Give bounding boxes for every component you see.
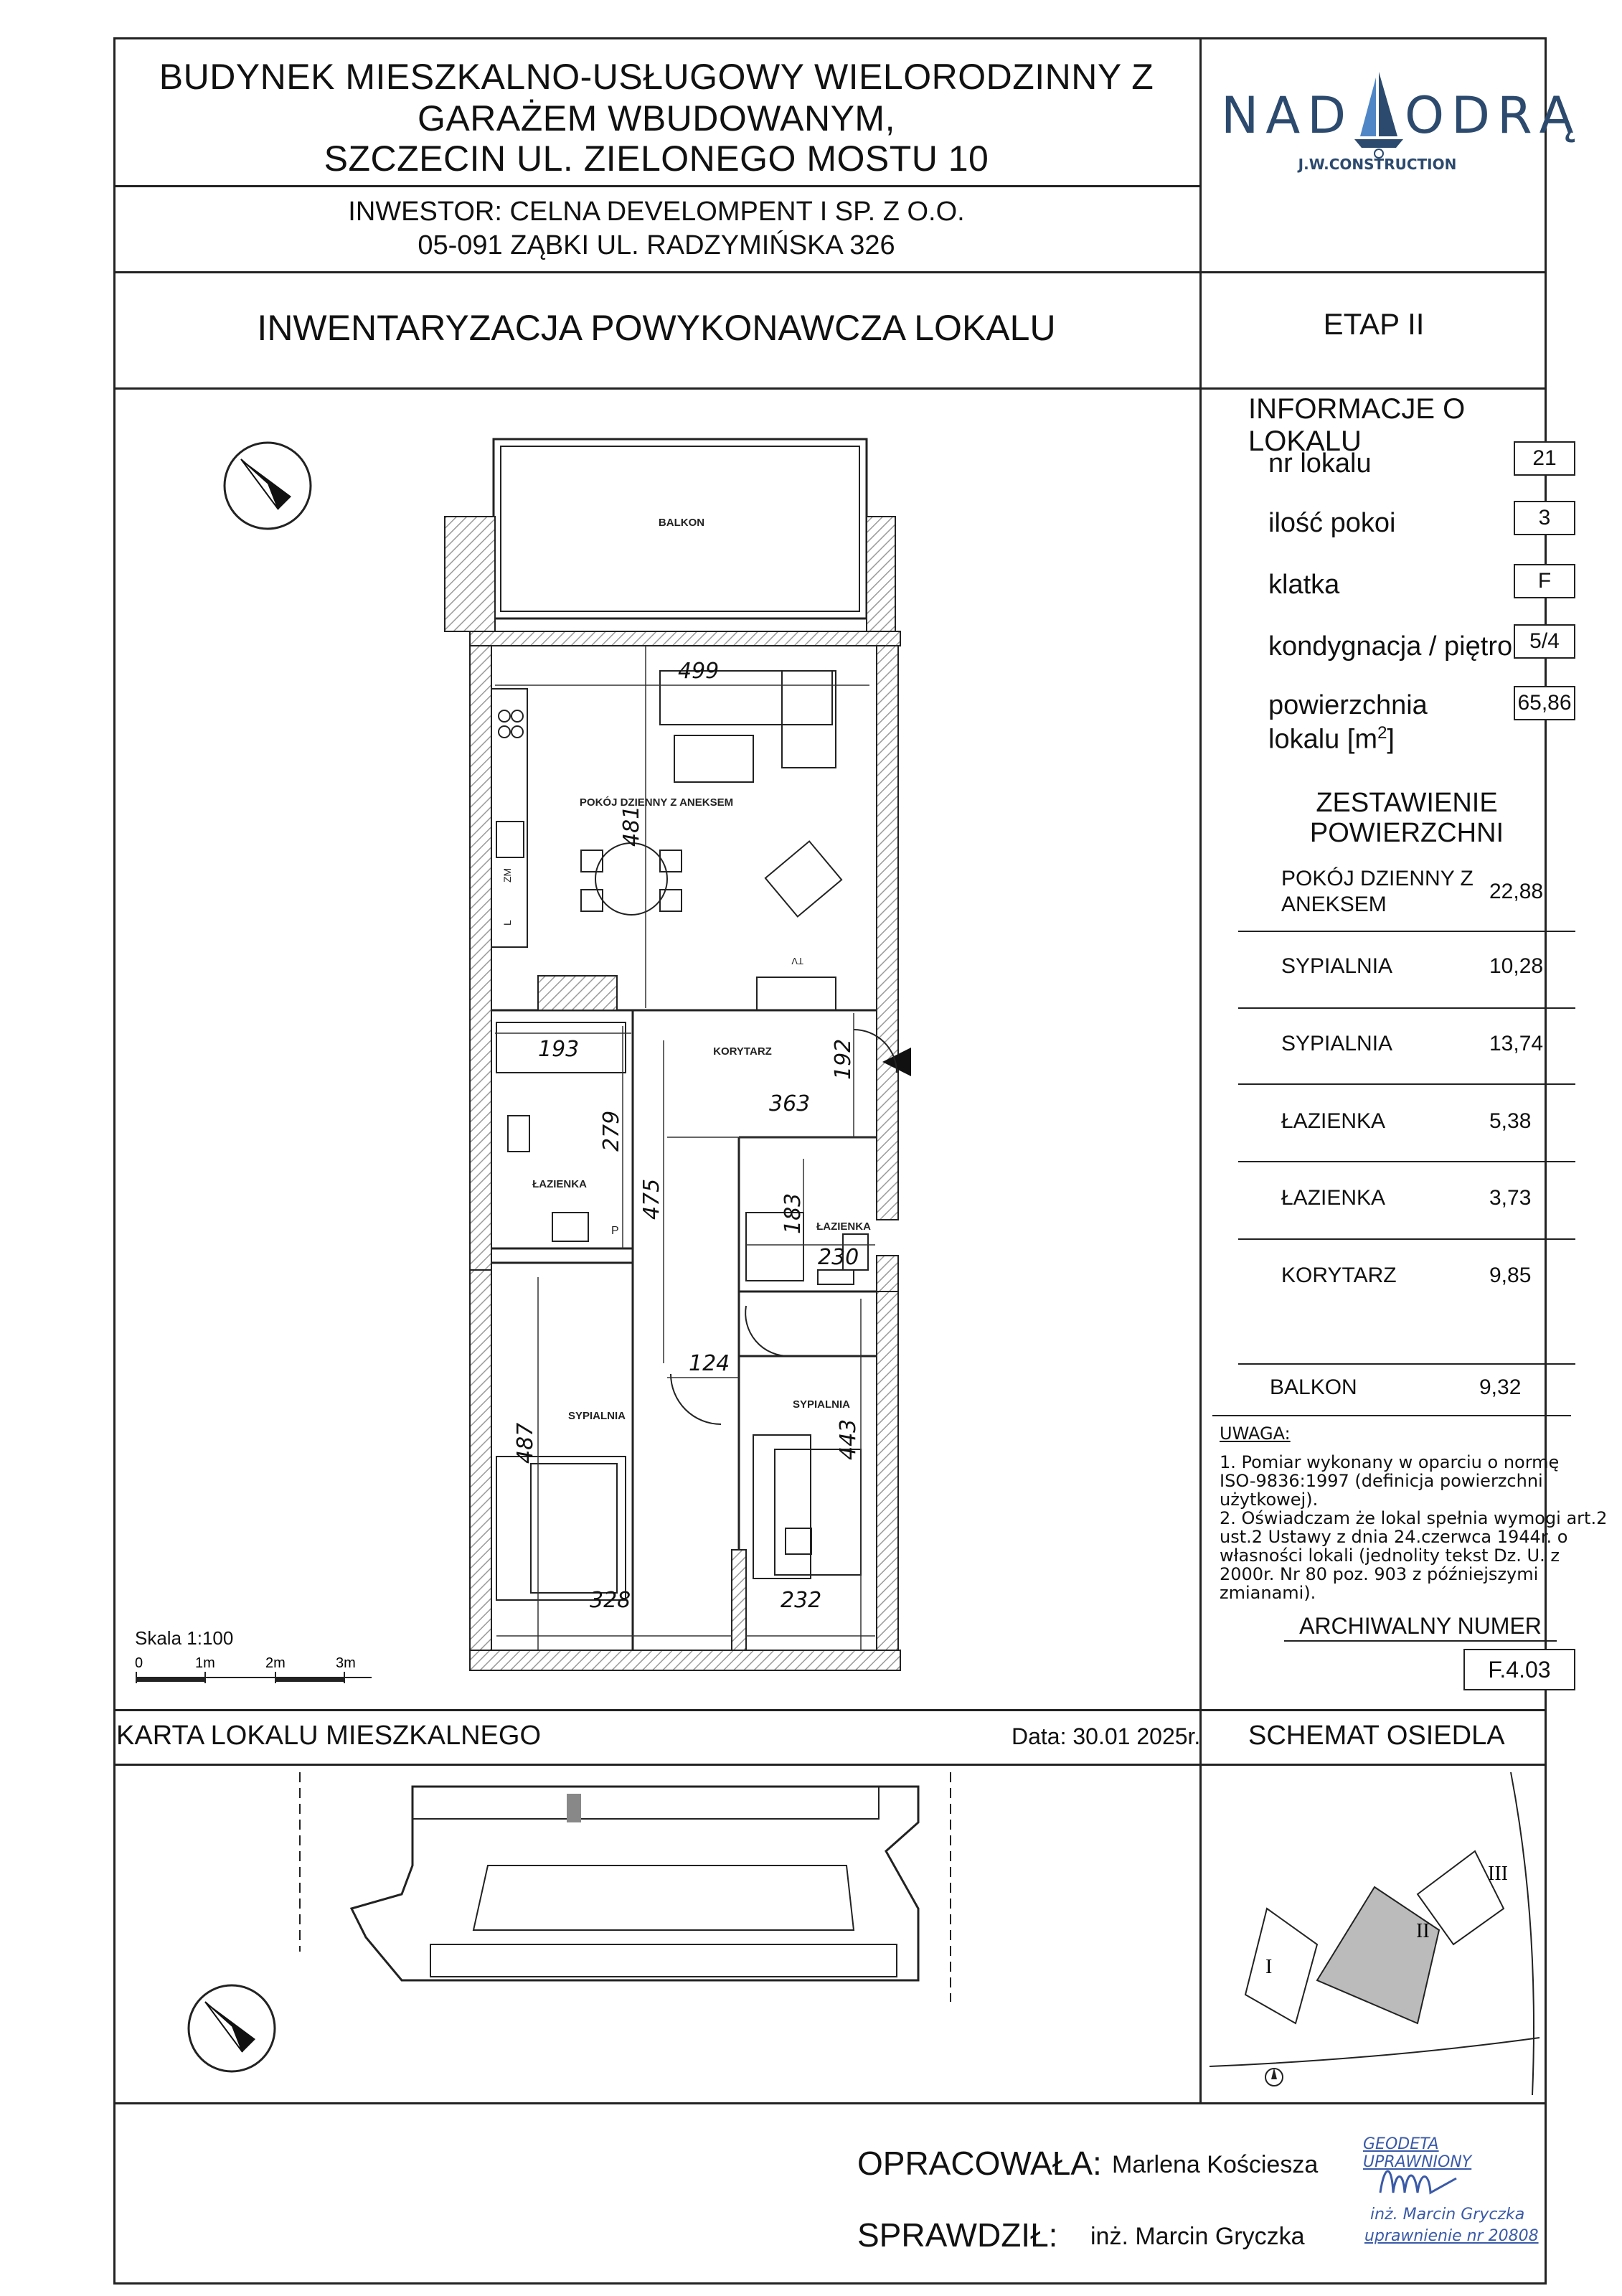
area-room-name: SYPIALNIA (1281, 1032, 1393, 1055)
note-line: ust.2 Ustawy z dnia 24.czerwca 1944r. o (1220, 1527, 1568, 1547)
area-room-value: 9,85 (1489, 1264, 1532, 1287)
stamp-title: GEODETA UPRAWNIONY (1363, 2135, 1472, 2171)
areas-heading-line2: POWIERZCHNI (1309, 818, 1504, 848)
site-label-III: III (1488, 1863, 1508, 1885)
svg-text:3m: 3m (336, 1655, 356, 1671)
stamp-name: inż. Marcin Gryczka (1370, 2206, 1525, 2224)
footer-divider-top (113, 1709, 1547, 1711)
dimension-label: 232 (781, 1588, 822, 1613)
svg-text:ODRĄ: ODRĄ (1405, 86, 1581, 145)
dimension-label: 487 (513, 1422, 538, 1464)
dimension-label: 443 (836, 1418, 861, 1460)
area-separator (1212, 1415, 1571, 1416)
dimension-label: 499 (678, 659, 720, 684)
area-separator (1238, 1007, 1575, 1009)
dimension-label: 279 (599, 1110, 624, 1152)
dimension-label: 183 (781, 1192, 806, 1234)
dimension-label: 124 (689, 1351, 730, 1376)
header-divider-1 (113, 185, 1200, 187)
area-separator (1238, 1238, 1575, 1240)
area-room-name: POKÓJ DZIENNY Z (1281, 867, 1474, 890)
card-title: KARTA LOKALU MIESZKALNEGO (116, 1721, 542, 1751)
area-room-name: ŁAZIENKA (1281, 1109, 1386, 1133)
archive-label: ARCHIWALNY NUMER (1299, 1613, 1542, 1639)
archive-underline (1284, 1640, 1557, 1642)
info-value-area: 65,86 (1514, 686, 1575, 720)
info-value-rooms: 3 (1514, 501, 1575, 535)
area-room-value: 3,73 (1489, 1186, 1532, 1210)
room-label-bathroom-2: ŁAZIENKA (816, 1220, 871, 1233)
footer-divider-3 (113, 2102, 1547, 2104)
fridge-label: ZM (501, 867, 513, 883)
svg-text:NAD: NAD (1221, 86, 1354, 145)
info-value-floor: 5/4 (1514, 624, 1575, 659)
washer-label: P (611, 1225, 619, 1237)
dimension-label: 192 (831, 1038, 856, 1080)
info-label-area-unit: lokalu $[m^2]$ (1268, 723, 1395, 755)
area-room-name: SYPIALNIA (1281, 954, 1393, 978)
kitchen (491, 689, 527, 947)
stage-label: ETAP II (1323, 307, 1425, 341)
card-date: Data: 30.01 2025r. (1012, 1723, 1201, 1749)
info-label-unit-number: nr lokalu (1268, 448, 1372, 479)
area-separator (1238, 1363, 1575, 1365)
area-separator (1238, 1083, 1575, 1085)
surveyor-stamp (1363, 2135, 1542, 2272)
north-arrow-icon (221, 439, 314, 532)
project-title-line1: BUDYNEK MIESZKALNO-USŁUGOWY WIELORODZINNY Z (159, 57, 1154, 97)
dimension-label: 230 (818, 1245, 859, 1270)
site-scheme-title: SCHEMAT OSIEDLA (1248, 1721, 1505, 1751)
document-title: INWENTARYZACJA POWYKONAWCZA LOKALU (257, 308, 1056, 348)
room-label-living: POKÓJ DZIENNY Z ANEKSEM (579, 796, 734, 809)
area-separator (1238, 1161, 1575, 1162)
area-room-value: 10,28 (1489, 954, 1544, 978)
note-line: własności lokali (jednolity tekst Dz. U. z (1220, 1545, 1560, 1566)
checked-name: inż. Marcin Gryczka (1090, 2223, 1305, 2250)
outer-walls (470, 631, 900, 1670)
bedroom-1 (496, 1374, 721, 1600)
investor-line1: INWESTOR: CELNA DEVELOMPENT I SP. Z O.O. (348, 197, 965, 227)
svg-text:1m: 1m (195, 1655, 215, 1671)
floor-plan (430, 430, 976, 1679)
north-arrow-icon-site (185, 1982, 278, 2075)
tv-label: TV (791, 956, 803, 966)
area-room-name: BALKON (1270, 1375, 1357, 1399)
dimension-label: 193 (538, 1037, 580, 1062)
note-line: zmianami). (1220, 1583, 1316, 1603)
project-title-line3: SZCZECIN UL. ZIELONEGO MOSTU 10 (324, 138, 989, 179)
room-label-corridor: KORYTARZ (713, 1045, 772, 1058)
svg-text:J.W.CONSTRUCTION: J.W.CONSTRUCTION (1298, 156, 1457, 173)
interior-walls (491, 1010, 877, 1650)
prepared-label: OPRACOWAŁA: (857, 2145, 1102, 2182)
info-value-staircase: F (1514, 564, 1575, 598)
site-label-II: II (1416, 1920, 1430, 1942)
svg-text:2m: 2m (265, 1655, 286, 1671)
stamp-license: uprawnienie nr 20808 (1364, 2227, 1539, 2245)
info-value-unit-number: 21 (1514, 441, 1575, 476)
header-divider-2 (113, 271, 1547, 273)
dimension-label: 475 (639, 1178, 664, 1220)
dimension-label: 481 (619, 805, 644, 847)
archive-number: F.4.03 (1463, 1649, 1575, 1690)
checked-label: SPRAWDZIŁ: (857, 2216, 1058, 2254)
site-scheme-map (1202, 1765, 1545, 2102)
notes-heading: UWAGA: (1220, 1424, 1291, 1444)
area-room-value: 9,32 (1479, 1375, 1522, 1399)
site-label-I: I (1265, 1956, 1273, 1978)
nad-odra-logo (1212, 65, 1581, 173)
info-label-staircase: klatka (1268, 570, 1340, 600)
info-label-floor: kondygnacja / piętro (1268, 631, 1513, 662)
right-panel-divider (1199, 37, 1202, 1709)
room-label-balcony: BALKON (658, 517, 705, 529)
room-label-bedroom-2: SYPIALNIA (792, 1398, 851, 1411)
area-room-name-cont: ANEKSEM (1281, 893, 1387, 916)
dishwasher-label: L (501, 920, 513, 926)
header-divider-3 (113, 387, 1547, 390)
area-room-value: 22,88 (1489, 880, 1544, 903)
area-room-name: ŁAZIENKA (1281, 1186, 1386, 1210)
info-label-area: powierzchnia (1268, 690, 1428, 720)
info-label-rooms: ilość pokoi (1268, 508, 1396, 538)
unit-info-heading: INFORMACJE O LOKALU (1248, 393, 1466, 457)
svg-text:0: 0 (135, 1655, 143, 1671)
balcony-area (445, 439, 895, 631)
sailboat-logo-icon (1212, 65, 1581, 173)
scale-bar (135, 1650, 393, 1693)
dimension-label: 363 (769, 1091, 811, 1116)
note-line: 1. Pomiar wykonany w oparciu o normę (1220, 1452, 1560, 1472)
room-label-bathroom-1: ŁAZIENKA (532, 1178, 587, 1190)
note-line: ISO-9836:1997 (definicja powierzchni (1220, 1471, 1543, 1491)
scale-label: Skala 1:100 (135, 1627, 234, 1649)
estate-plan-drawing (287, 1765, 1184, 2102)
area-separator (1238, 931, 1575, 932)
area-room-value: 13,74 (1489, 1032, 1544, 1055)
note-line: 2000r. Nr 80 poz. 903 z późniejszymi (1220, 1564, 1539, 1584)
note-line: 2. Oświadczam że lokal spełnia wymogi art.2 (1220, 1508, 1608, 1528)
room-label-bedroom-1: SYPIALNIA (567, 1410, 626, 1422)
prepared-name: Marlena Kościesza (1112, 2151, 1319, 2178)
footer-vertical-divider (1199, 1709, 1202, 2104)
area-room-value: 5,38 (1489, 1109, 1532, 1133)
signature-icon (1377, 2157, 1463, 2200)
areas-heading-line1: ZESTAWIENIE (1316, 788, 1498, 818)
note-line: użytkowej). (1220, 1490, 1319, 1510)
investor-line2: 05-091 ZĄBKI UL. RADZYMIŃSKA 326 (418, 230, 895, 260)
dimension-label: 328 (590, 1588, 631, 1613)
area-room-name: KORYTARZ (1281, 1264, 1397, 1287)
project-title-line2: GARAŻEM WBUDOWANYM, (418, 98, 895, 138)
